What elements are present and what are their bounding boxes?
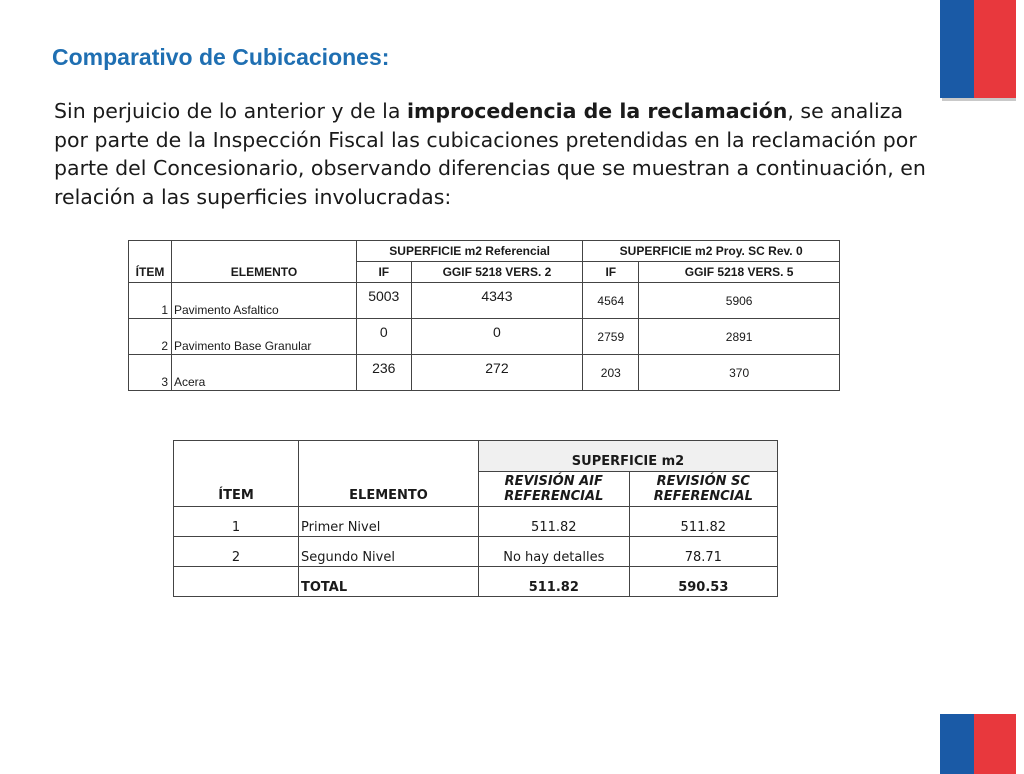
cell-value: 4564 [583, 283, 639, 319]
cell-elemento: Acera [172, 355, 357, 391]
subheader-revision-aif: REVISIÓN AIF REFERENCIAL [479, 472, 630, 507]
cell-elemento: Segundo Nivel [299, 537, 479, 567]
cell-value: 78.71 [629, 537, 777, 567]
cell-value: 0 [411, 319, 583, 355]
flag-blue-stripe [940, 0, 974, 98]
cell-elemento: Pavimento Base Granular [172, 319, 357, 355]
cell-elemento: Pavimento Asfaltico [172, 283, 357, 319]
flag-red-stripe [974, 0, 1016, 98]
table-total-row [174, 567, 778, 597]
cell-item: 1 [174, 507, 299, 537]
cell-value: 203 [583, 355, 639, 391]
table-header-row [174, 441, 778, 472]
flag-red-stripe [974, 714, 1016, 774]
paragraph-emphasis: improcedencia de la reclamación [406, 99, 788, 123]
table-row [174, 507, 778, 537]
cell-item: 2 [174, 537, 299, 567]
header-elemento: ELEMENTO [172, 241, 357, 283]
subheader-ggif-v2: GGIF 5218 VERS. 2 [411, 262, 583, 283]
flag-blue-stripe [940, 714, 974, 774]
header-group-proy: SUPERFICIE m2 Proy. SC Rev. 0 [583, 241, 840, 262]
cell-value: 511.82 [479, 507, 630, 537]
cell-value: 5003 [357, 283, 412, 319]
cell-value: 0 [357, 319, 412, 355]
header-group-referencial: SUPERFICIE m2 Referencial [357, 241, 583, 262]
subheader-revision-sc: REVISIÓN SC REFERENCIAL [629, 472, 777, 507]
cell-value: 236 [357, 355, 412, 391]
table-header-row [129, 241, 840, 262]
cell-total-value: 590.53 [629, 567, 777, 597]
cell-item-empty [174, 567, 299, 597]
paragraph-text-after: , se analiza por parte de la Inspección Fiscal las cubicaciones pretendidas en la reclamación por parte del Concesionario, observando diferencias que se muestran a continuación, en relación a las superficies involucradas: [54, 99, 926, 209]
page-title: Comparativo de Cubicaciones: [52, 44, 390, 70]
flag-logo-top [940, 0, 1016, 98]
header-item: ÍTEM [129, 241, 172, 283]
flag-logo-bottom [940, 714, 1016, 774]
header-group-superficie: SUPERFICIE m2 [479, 441, 778, 472]
table-row [129, 355, 840, 391]
table-superficie-revision [173, 440, 778, 597]
header-elemento: ELEMENTO [299, 441, 479, 507]
cell-total-value: 511.82 [479, 567, 630, 597]
table-row [129, 319, 840, 355]
cell-value: 2891 [639, 319, 840, 355]
cell-item: 1 [129, 283, 172, 319]
subheader-if-2: IF [583, 262, 639, 283]
cell-total-label: TOTAL [299, 567, 479, 597]
cell-value: 4343 [411, 283, 583, 319]
cell-value: 5906 [639, 283, 840, 319]
table-superficie-referencial [128, 240, 840, 391]
cell-value: 511.82 [629, 507, 777, 537]
cell-elemento: Primer Nivel [299, 507, 479, 537]
cell-item: 3 [129, 355, 172, 391]
cell-value: 272 [411, 355, 583, 391]
cell-value: 2759 [583, 319, 639, 355]
flag-shadow [942, 98, 1016, 101]
subheader-ggif-v5: GGIF 5218 VERS. 5 [639, 262, 840, 283]
paragraph-text-before: Sin perjuicio de lo anterior y de la [54, 99, 407, 123]
cell-item: 2 [129, 319, 172, 355]
cell-value: No hay detalles [479, 537, 630, 567]
cell-value: 370 [639, 355, 840, 391]
intro-paragraph [54, 97, 934, 211]
header-item: ÍTEM [174, 441, 299, 507]
table-row [174, 537, 778, 567]
subheader-if-1: IF [357, 262, 412, 283]
table-row [129, 283, 840, 319]
